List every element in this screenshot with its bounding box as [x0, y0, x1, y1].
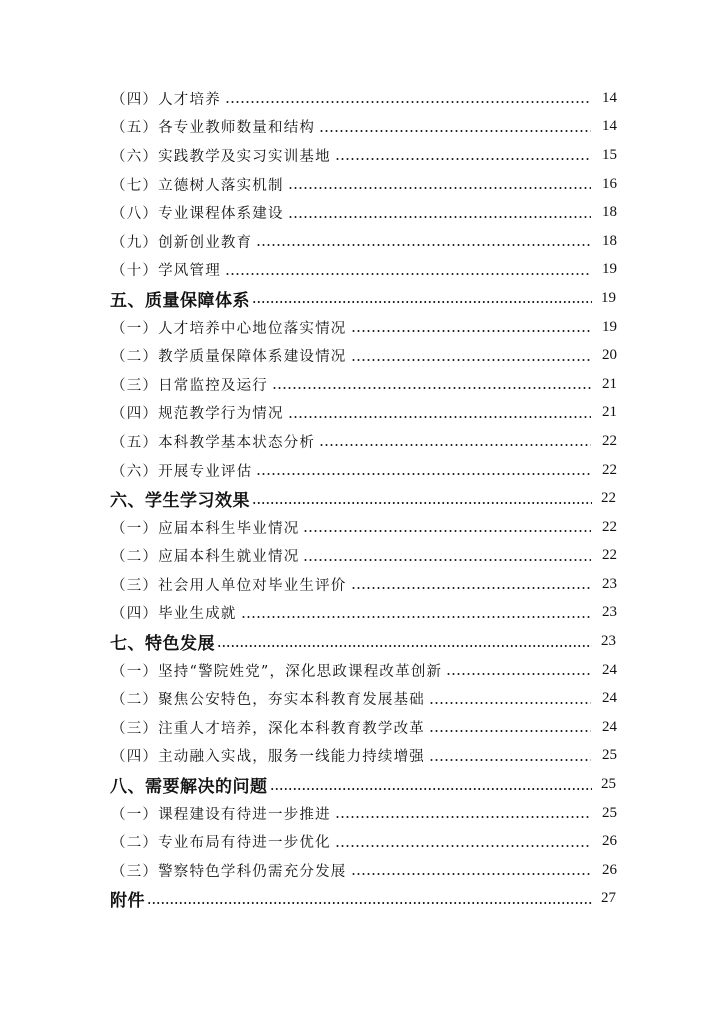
toc-subsection-entry	[0, 313, 617, 342]
toc-subsection-entry	[0, 684, 617, 713]
toc-page-number: 16	[602, 175, 617, 192]
toc-subsection-entry	[0, 170, 617, 199]
toc-subsection-entry	[0, 256, 617, 285]
toc-page-number: 19	[601, 289, 616, 306]
dot-leader	[351, 577, 592, 591]
toc-subsection-entry	[0, 742, 617, 771]
toc-page-number: 14	[602, 118, 617, 135]
toc-entry-label: 五、质量保障体系	[110, 290, 250, 311]
toc-section-entry	[0, 885, 616, 914]
dot-leader	[303, 549, 591, 563]
toc-page-number: 24	[602, 661, 617, 678]
toc-subsection-entry	[0, 370, 617, 399]
toc-page-number: 24	[602, 718, 617, 735]
toc-entry-label: （四）人才培养	[111, 91, 221, 108]
toc-entry-label: 六、学生学习效果	[110, 491, 250, 512]
dot-leader	[429, 749, 591, 763]
toc-page-number: 27	[601, 890, 616, 907]
toc-section-entry	[0, 770, 616, 799]
toc-entry-label: 附件	[110, 891, 145, 912]
toc-entry-label: （十）学风管理	[111, 263, 221, 280]
toc-entry-label: （二）聚焦公安特色，夯实本科教育发展基础	[111, 692, 425, 709]
toc-page-number: 22	[602, 547, 617, 564]
toc-subsection-entry	[0, 799, 617, 828]
dot-leader	[217, 635, 592, 649]
table-of-contents	[0, 84, 724, 913]
toc-subsection-entry	[0, 599, 617, 628]
toc-page-number: 25	[602, 747, 617, 764]
toc-entry-label: （四）毕业生成就	[111, 606, 237, 623]
toc-page-number: 20	[602, 347, 617, 364]
toc-page-number: 23	[602, 604, 617, 621]
toc-subsection-entry	[0, 427, 617, 456]
toc-subsection-entry	[0, 198, 617, 227]
dot-leader	[288, 206, 591, 220]
dot-leader	[147, 892, 592, 906]
toc-page-number: 22	[602, 461, 617, 478]
toc-entry-label: （二）专业布局有待进一步优化	[111, 835, 331, 852]
dot-leader	[288, 177, 591, 191]
toc-entry-label: （三）警察特色学科仍需充分发展	[111, 863, 347, 880]
toc-subsection-entry	[0, 856, 617, 885]
toc-section-entry	[0, 484, 616, 513]
toc-entry-label: （五）各专业教师数量和结构	[111, 120, 316, 137]
toc-page-number: 23	[601, 633, 616, 650]
toc-page-number: 26	[602, 833, 617, 850]
dot-leader	[256, 234, 591, 248]
toc-subsection-entry	[0, 513, 617, 542]
dot-leader	[319, 434, 591, 448]
toc-subsection-entry	[0, 399, 617, 428]
dot-leader	[252, 291, 592, 305]
dot-leader	[270, 778, 593, 792]
toc-page-number: 23	[602, 575, 617, 592]
toc-page-number: 21	[602, 375, 617, 392]
dot-leader	[351, 863, 592, 877]
toc-subsection-entry	[0, 113, 617, 142]
dot-leader	[429, 720, 591, 734]
toc-page-number: 19	[602, 261, 617, 278]
toc-page-number: 26	[602, 861, 617, 878]
toc-entry-label: （八）专业课程体系建设	[111, 206, 284, 223]
toc-entry-label: （二）教学质量保障体系建设情况	[111, 349, 347, 366]
toc-page-number: 22	[601, 490, 616, 507]
dot-leader	[225, 263, 591, 277]
dot-leader	[335, 835, 591, 849]
toc-page-number: 19	[602, 318, 617, 335]
toc-page-number: 25	[602, 804, 617, 821]
toc-subsection-entry	[0, 456, 617, 485]
toc-page-number: 21	[602, 404, 617, 421]
toc-entry-label: （六）实践教学及实习实训基地	[111, 148, 331, 165]
toc-entry-label: （四）规范教学行为情况	[111, 406, 284, 423]
dot-leader	[272, 377, 591, 391]
toc-subsection-entry	[0, 570, 617, 599]
toc-page-number: 18	[602, 232, 617, 249]
toc-page-number: 24	[602, 690, 617, 707]
toc-section-entry	[0, 627, 616, 656]
toc-entry-label: （三）日常监控及运行	[111, 377, 268, 394]
dot-leader	[303, 520, 591, 534]
dot-leader	[252, 492, 592, 506]
toc-page-number: 18	[602, 204, 617, 221]
toc-subsection-entry	[0, 542, 617, 571]
dot-leader	[256, 463, 591, 477]
toc-subsection-entry	[0, 827, 617, 856]
toc-page-number: 22	[602, 518, 617, 535]
toc-subsection-entry	[0, 227, 617, 256]
toc-entry-label: （一）人才培养中心地位落实情况	[111, 320, 347, 337]
toc-entry-label: （一）坚持“警院姓党”，深化思政课程改革创新	[111, 663, 443, 680]
dot-leader	[335, 148, 591, 162]
dot-leader	[429, 692, 591, 706]
dot-leader	[225, 91, 591, 105]
toc-entry-label: （四）主动融入实战，服务一线能力持续增强	[111, 749, 425, 766]
toc-entry-label: （三）社会用人单位对毕业生评价	[111, 577, 347, 594]
toc-page-number: 22	[602, 432, 617, 449]
toc-entry-label: 八、需要解决的问题	[110, 777, 268, 798]
toc-page-number: 15	[602, 146, 617, 163]
toc-entry-label: （六）开展专业评估	[111, 463, 253, 480]
toc-entry-label: （七）立德树人落实机制	[111, 177, 284, 194]
dot-leader	[351, 320, 592, 334]
toc-entry-label: （九）创新创业教育	[111, 234, 253, 251]
toc-subsection-entry	[0, 84, 617, 113]
toc-entry-label: （五）本科教学基本状态分析	[111, 434, 316, 451]
toc-entry-label: 七、特色发展	[110, 634, 215, 655]
toc-entry-label: （二）应届本科生就业情况	[111, 549, 300, 566]
toc-page-number: 14	[602, 89, 617, 106]
toc-entry-label: （三）注重人才培养，深化本科教育教学改革	[111, 720, 425, 737]
dot-leader	[446, 663, 591, 677]
toc-entry-label: （一）应届本科生毕业情况	[111, 520, 300, 537]
dot-leader	[241, 606, 591, 620]
dot-leader	[319, 120, 591, 134]
dot-leader	[335, 806, 591, 820]
toc-subsection-entry	[0, 341, 617, 370]
toc-entry-label: （一）课程建设有待进一步推进	[111, 806, 331, 823]
toc-section-entry	[0, 284, 616, 313]
dot-leader	[288, 406, 591, 420]
dot-leader	[351, 349, 592, 363]
toc-page-number: 25	[601, 776, 616, 793]
toc-subsection-entry	[0, 141, 617, 170]
toc-subsection-entry	[0, 656, 617, 685]
toc-subsection-entry	[0, 713, 617, 742]
